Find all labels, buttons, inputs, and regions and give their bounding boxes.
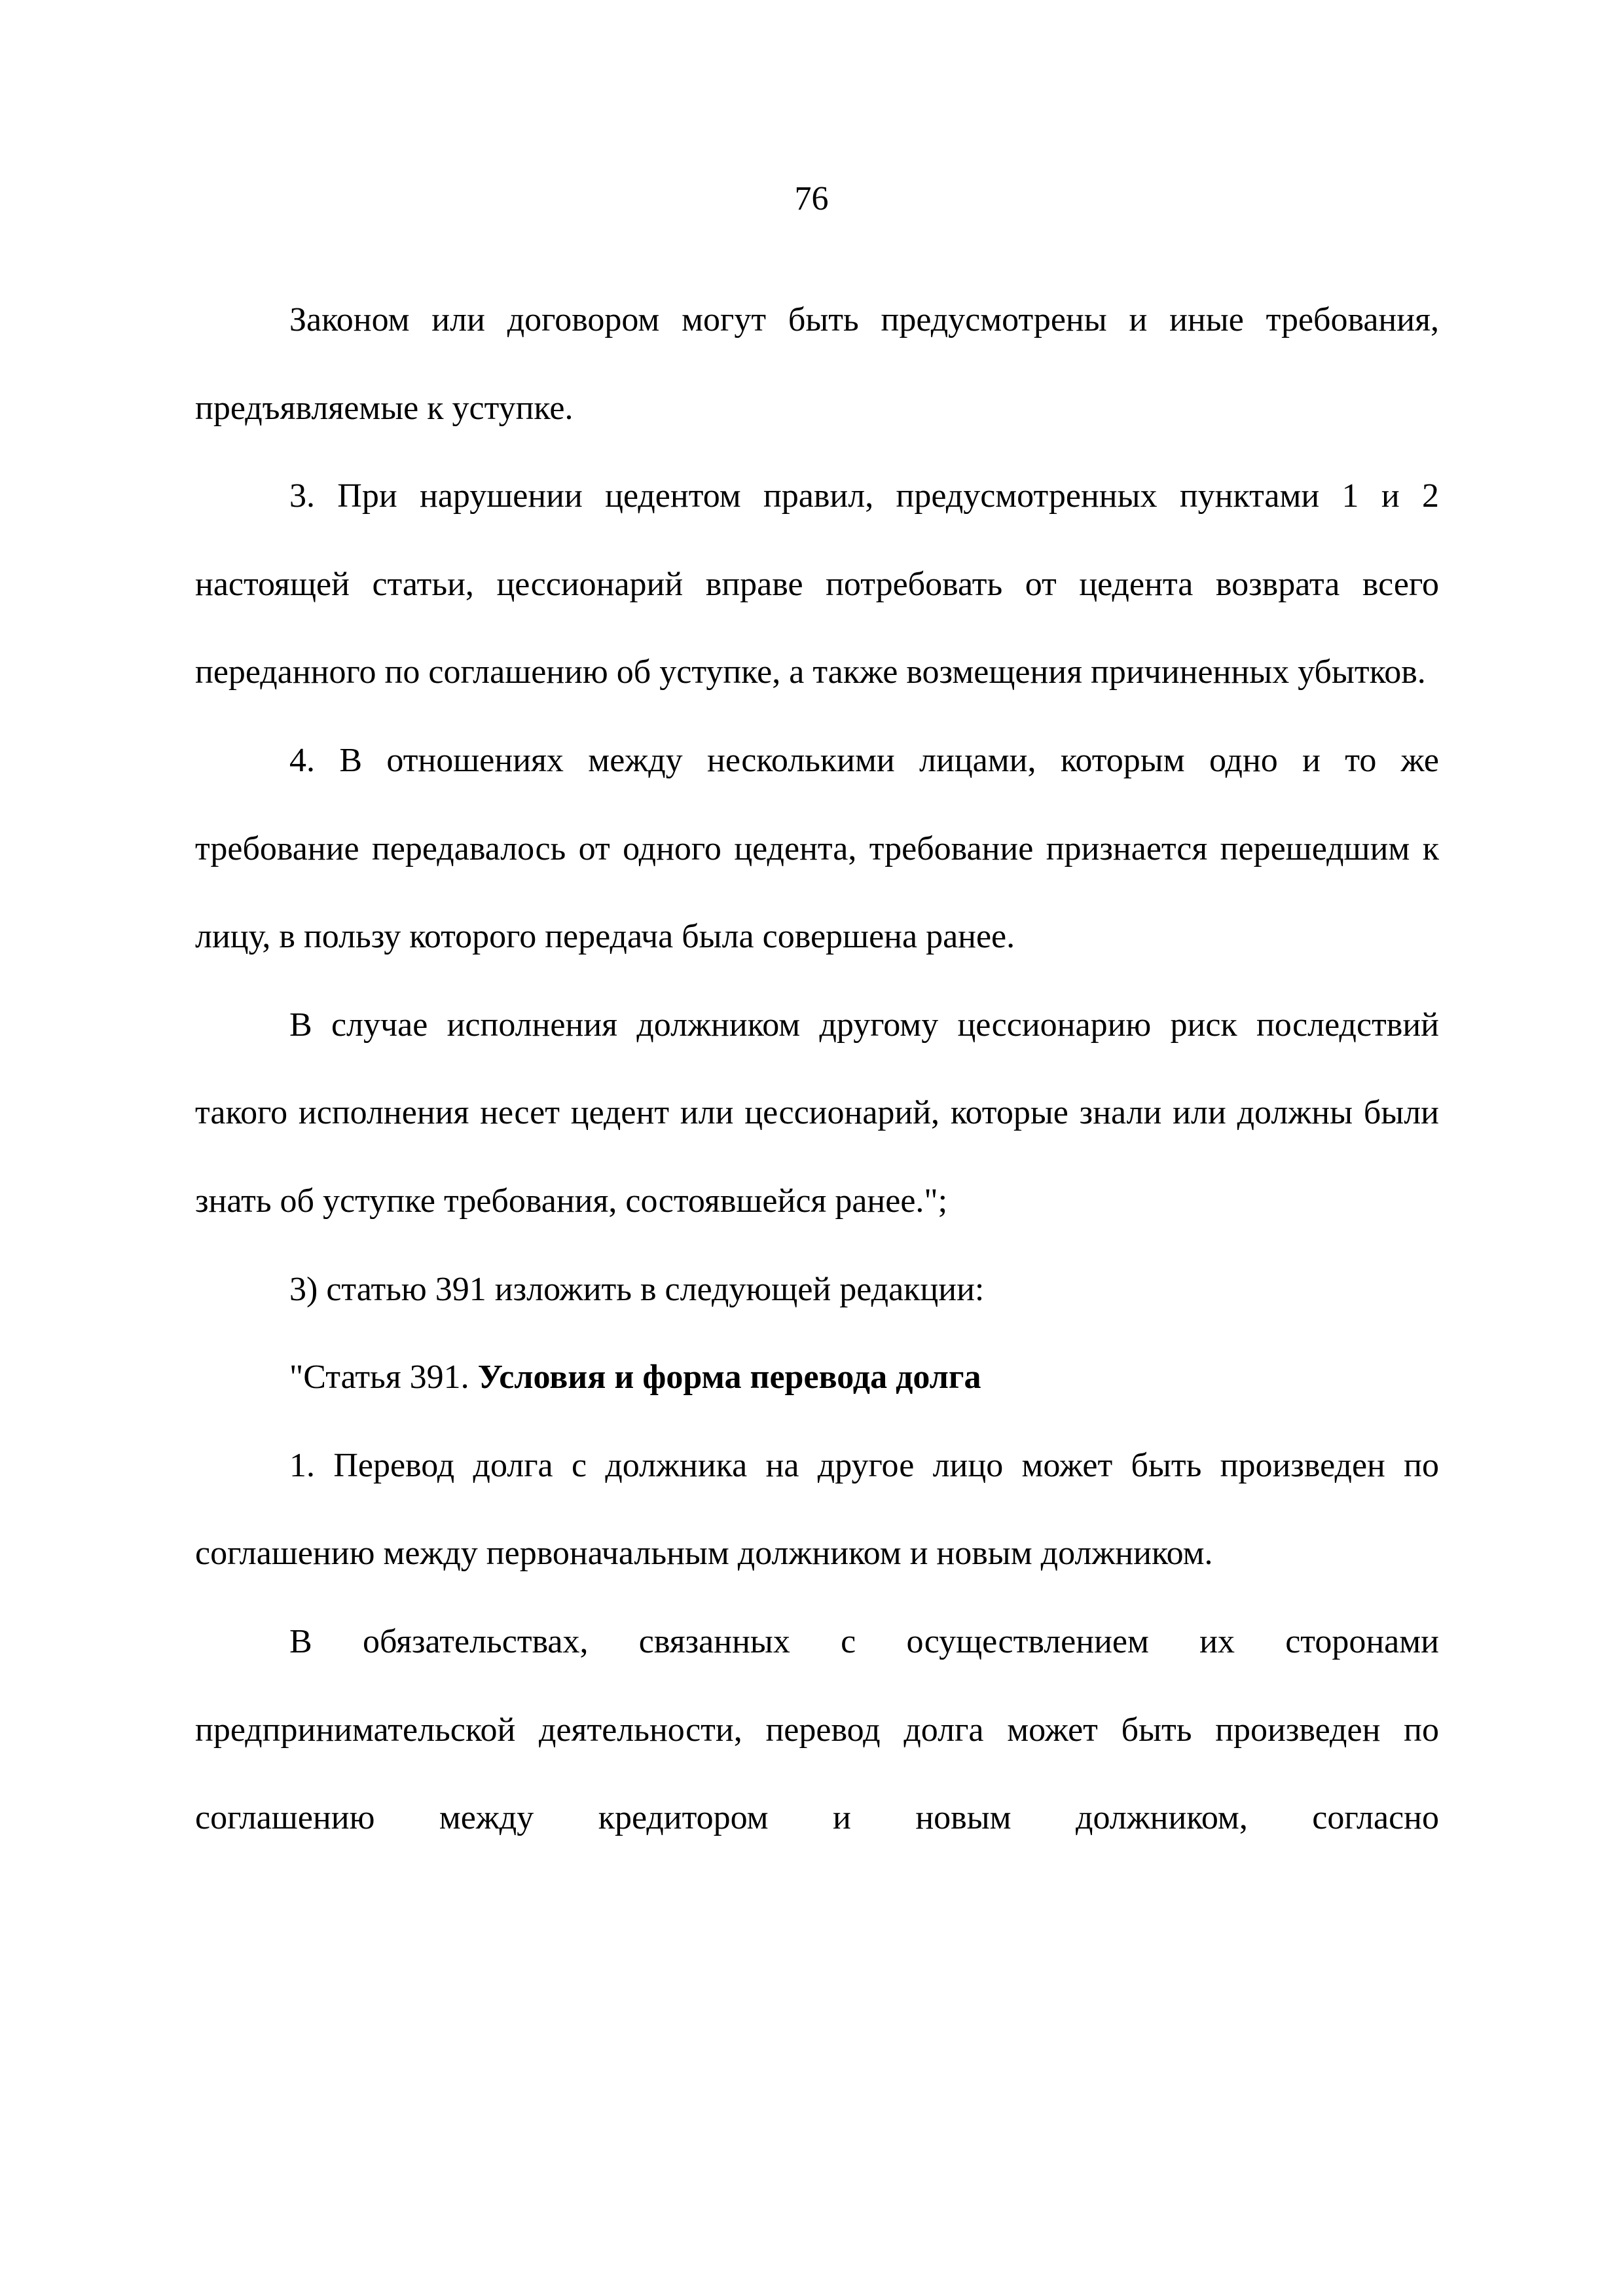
paragraph: В случае исполнения должником другому цессионарию риск последствий такого исполнения несет цедент или цессионарий, которые знали или должны были знать об уступке требования, состоявшейся ранее.";: [195, 1006, 1439, 1220]
paragraph: Законом или договором могут быть предусмотрены и иные требования, предъявляемые к уступке.: [195, 301, 1439, 427]
paragraph: 3) статью 391 изложить в следующей редакции:: [289, 1270, 985, 1308]
page-number: 76: [794, 180, 829, 217]
document-body: [195, 276, 1439, 1863]
article-heading: [195, 1334, 1439, 1422]
article-heading-title: Условия и форма перевода долга: [477, 1358, 981, 1396]
paragraph: 4. В отношениях между несколькими лицами, которым одно и то же требование передавалось от одного цедента, требование признается перешедшим к лицу, в пользу которого передача была совершена ранее.: [195, 741, 1439, 956]
paragraph: 1. Перевод долга с должника на другое лицо может быть произведен по соглашению между первоначальным должником и новым должником.: [195, 1446, 1439, 1573]
paragraph: 3. При нарушении цедентом правил, предусмотренных пунктами 1 и 2 настоящей статьи, цессионарий вправе потребовать от цедента возврата всего переданного по соглашению об уступке, а также возмещения причиненных убытков.: [195, 477, 1439, 691]
article-heading-prefix: "Статья 391.: [289, 1358, 478, 1396]
paragraph: В обязательствах, связанных с осуществлением их сторонами предпринимательской деятельности, перевод долга может быть произведен по соглашению между кредитором и новым должником, согласно: [195, 1622, 1439, 1837]
